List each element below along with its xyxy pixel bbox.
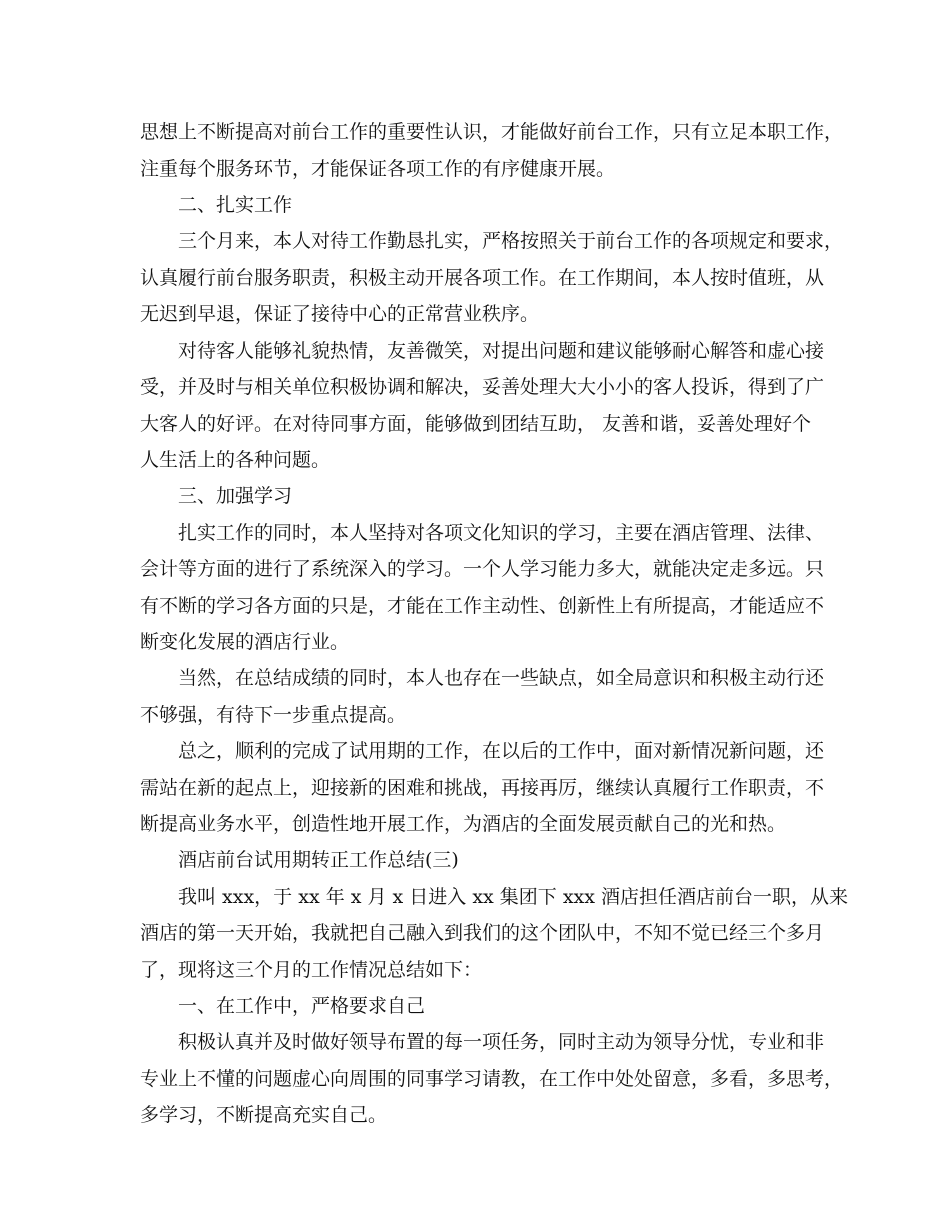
text-line: 会计等方面的进行了系统深入的学习。一个人学习能力多大，就能决定走多远。只 bbox=[140, 558, 825, 580]
text-line: 大客人的好评。在对待同事方面，能够做到团结互助， 友善和谐，妥善处理好个 bbox=[140, 413, 812, 435]
text-line: 酒店的第一天开始，我就把自己融入到我们的这个团队中，不知不觉已经三个多月 bbox=[140, 922, 825, 944]
section-heading: 一、在工作中，严格要求自己 bbox=[178, 995, 426, 1017]
text-line: 无迟到早退，保证了接待中心的正常营业秩序。 bbox=[140, 303, 540, 325]
text-line: 积极认真并及时做好领导布置的每一项任务，同时主动为领导分忧，专业和非 bbox=[178, 1031, 825, 1053]
section-heading: 三、加强学习 bbox=[178, 485, 293, 507]
text-line: 总之，顺利的完成了试用期的工作，在以后的工作中，面对新情况新问题，还 bbox=[178, 740, 825, 762]
text-line: 了，现将这三个月的工作情况总结如下： bbox=[140, 959, 483, 981]
text-line: 当然，在总结成绩的同时，本人也存在一些缺点，如全局意识和积极主动行还 bbox=[178, 667, 825, 689]
text-line: 对待客人能够礼貌热情，友善微笑，对提出问题和建议能够耐心解答和虚心接 bbox=[178, 340, 825, 362]
text-line: 三个月来，本人对待工作勤恳扎实，严格按照关于前台工作的各项规定和要求， bbox=[178, 230, 844, 252]
text-line: 人生活上的各种问题。 bbox=[140, 449, 331, 471]
document-title: 酒店前台试用期转正工作总结(三) bbox=[178, 849, 459, 871]
text-line: 专业上不懂的问题虚心向周围的同事学习请教，在工作中处处留意，多看，多思考， bbox=[140, 1068, 844, 1090]
text-line: 有不断的学习各方面的只是，才能在工作主动性、创新性上有所提高，才能适应不 bbox=[140, 595, 825, 617]
section-heading: 二、扎实工作 bbox=[178, 194, 293, 216]
text-line: 需站在新的起点上，迎接新的困难和挑战，再接再厉，继续认真履行工作职责，不 bbox=[140, 777, 825, 799]
text-line: 多学习，不断提高充实自己。 bbox=[140, 1104, 388, 1126]
text-line: 受，并及时与相关单位积极协调和解决，妥善处理大大小小的客人投诉，得到了广 bbox=[140, 376, 825, 398]
text-line: 断提高业务水平，创造性地开展工作，为酒店的全面发展贡献自己的光和热。 bbox=[140, 813, 787, 835]
text-line: 不够强，有待下一步重点提高。 bbox=[140, 704, 407, 726]
text-line: 注重每个服务环节，才能保证各项工作的有序健康开展。 bbox=[140, 158, 616, 180]
text-line: 断变化发展的酒店行业。 bbox=[140, 631, 350, 653]
text-line: 思想上不断提高对前台工作的重要性认识，才能做好前台工作，只有立足本职工作， bbox=[140, 121, 844, 143]
text-line: 认真履行前台服务职责，积极主动开展各项工作。在工作期间，本人按时值班，从 bbox=[140, 267, 825, 289]
text-line: 我叫 xxx，于 xx 年 x 月 x 日进入 xx 集团下 xxx 酒店担任酒店前台一职，从来 bbox=[178, 886, 849, 908]
text-line: 扎实工作的同时，本人坚持对各项文化知识的学习，主要在酒店管理、法律、 bbox=[178, 522, 825, 544]
